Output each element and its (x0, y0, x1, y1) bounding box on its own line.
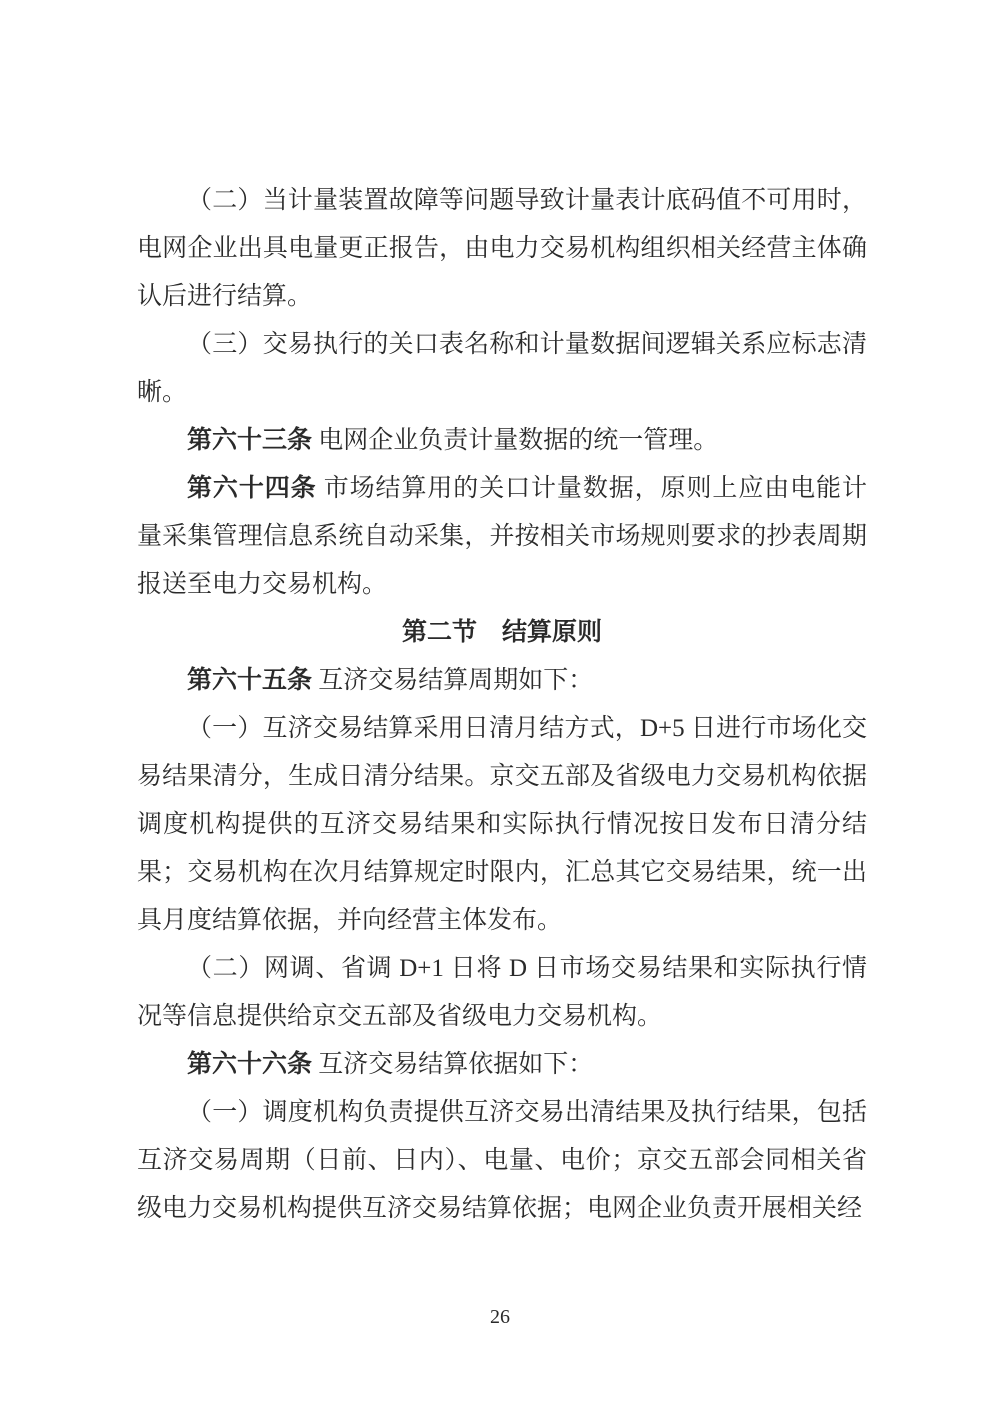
paragraph-4: 第六十四条 市场结算用的关口计量数据，原则上应由电能计量采集管理信息系统自动采集，并按相关市场规则要求的抄表周期报送至电力交易机构。 (137, 475, 867, 598)
paragraph-1: （二）当计量装置故障等问题导致计量表计底码值不可用时，电网企业出具电量更正报告，由电力交易机构组织相关经营主体确认后进行结算。 (137, 187, 867, 310)
paragraph-9: 第六十六条 互济交易结算依据如下： (187, 1051, 594, 1078)
paragraph-7: （一）互济交易结算采用日清月结方式，D+5 日进行市场化交易结果清分，生成日清分结果。京交五部及省级电力交易机构依据调度机构提供的互济交易结果和实际执行情况按日发布日清分结果；交易机构在次月结算规定时限内，汇总其它交易结果，统一出具月度结算依据，并向经营主体发布。 (137, 715, 867, 934)
page-number: 26 (490, 1306, 510, 1328)
article-number: 第六十三条 (187, 427, 313, 454)
article-number: 第六十五条 (187, 667, 313, 694)
paragraph-10: （一）调度机构负责提供互济交易出清结果及执行结果，包括互济交易周期（日前、日内）、电量、电价；京交五部会同相关省级电力交易机构提供互济交易结算依据；电网企业负责开展相关经 (137, 1099, 867, 1222)
article-number: 第六十四条 (187, 475, 317, 502)
paragraph-2: （三）交易执行的关口表名称和计量数据间逻辑关系应标志清晰。 (137, 331, 867, 406)
article-number: 第六十六条 (187, 1051, 313, 1078)
paragraph-6: 第六十五条 互济交易结算周期如下： (187, 667, 594, 694)
document-body (137, 177, 867, 1233)
paragraph-3: 第六十三条 电网企业负责计量数据的统一管理。 (187, 427, 719, 454)
section-heading: 第二节 结算原则 (401, 619, 602, 646)
paragraph-8: （二）网调、省调 D+1 日将 D 日市场交易结果和实际执行情况等信息提供给京交五部及省级电力交易机构。 (137, 955, 867, 1030)
